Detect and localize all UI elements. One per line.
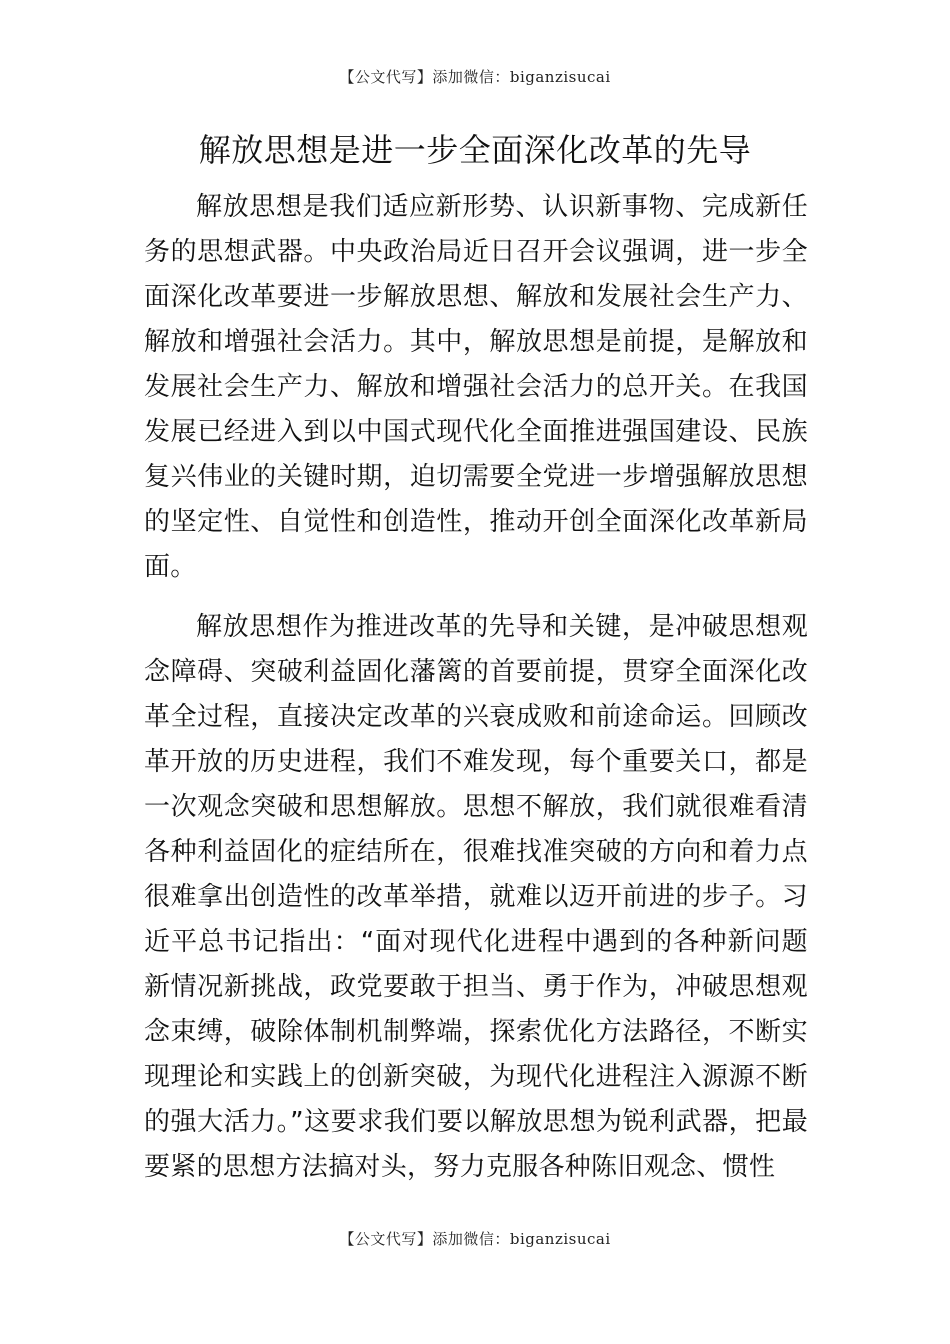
document-body — [144, 185, 808, 1190]
page-header: 【公文代写】添加微信：biganzisucai — [339, 68, 611, 86]
page-footer: 【公文代写】添加微信：biganzisucai — [339, 1230, 611, 1248]
paragraph-2: 解放思想作为推进改革的先导和关键，是冲破思想观念障碍、突破利益固化藩篱的首要前提，贯穿全面深化改革全过程，直接决定改革的兴衰成败和前途命运。回顾改革开放的历史进程，我们不难发现，每个重要关口，都是一次观念突破和思想解放。思想不解放，我们就很难看清各种利益固化的症结所在，很难找准突破的方向和着力点很难拿出创造性的改革举措，就难以迈开前进的步子。习近平总书记指出：“面对现代化进程中遇到的各种新问题新情况新挑战，政党要敢于担当、勇于作为，冲破思想观念束缚，破除体制机制弊端，探索优化方法路径，不断实现理论和实践上的创新突破，为现代化进程注入源源不断的强大活力。”这要求我们要以解放思想为锐利武器，把最要紧的思想方法搞对头，努力克服各种陈旧观念、惯性 — [144, 612, 808, 1182]
document-title: 解放思想是进一步全面深化改革的先导 — [198, 131, 752, 169]
paragraph-1: 解放思想是我们适应新形势、认识新事物、完成新任务的思想武器。中央政治局近日召开会议强调，进一步全面深化改革要进一步解放思想、解放和发展社会生产力、解放和增强社会活力。其中，解放思想是前提，是解放和发展社会生产力、解放和增强社会活力的总开关。在我国发展已经进入到以中国式现代化全面推进强国建设、民族复兴伟业的关键时期，迫切需要全党进一步增强解放思想的坚定性、自觉性和创造性，推动开创全面深化改革新局面。 — [144, 192, 808, 582]
